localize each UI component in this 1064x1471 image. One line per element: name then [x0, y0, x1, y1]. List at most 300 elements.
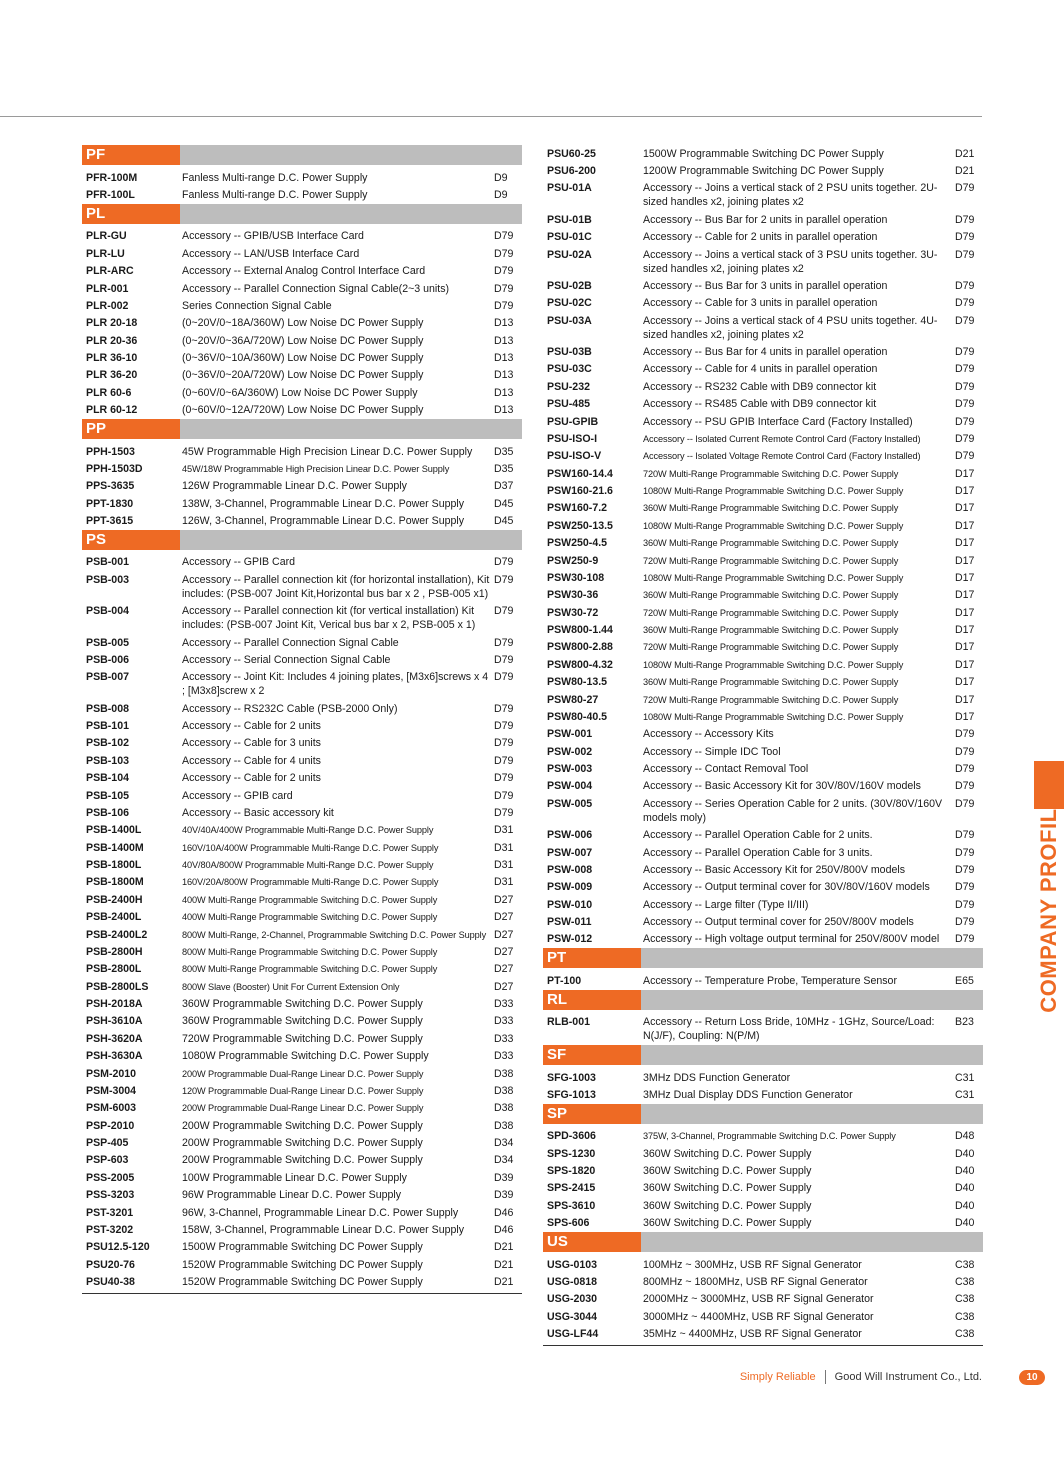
model-number: PSB-2800LS: [86, 980, 149, 993]
model-number: SFG-1003: [547, 1071, 596, 1084]
product-row: [543, 1162, 983, 1179]
page-ref: D40: [955, 1182, 975, 1195]
product-row: [543, 1086, 983, 1103]
page-ref: C31: [955, 1071, 975, 1084]
product-description: Accessory -- Parallel Operation Cable for 2 units.: [643, 829, 873, 842]
product-row: [543, 639, 983, 656]
product-row: [82, 856, 522, 873]
product-row: [82, 280, 522, 297]
product-description: Fanless Multi-range D.C. Power Supply: [182, 171, 368, 184]
product-description: Fanless Multi-range D.C. Power Supply: [182, 189, 368, 202]
product-description: 126W, 3-Channel, Programmable Linear D.C. Power Supply: [182, 515, 465, 528]
model-number: PSB-105: [86, 789, 129, 802]
product-row: [543, 879, 983, 896]
product-row: [82, 367, 522, 384]
page-ref: D39: [494, 1171, 514, 1184]
model-number: PSU6-200: [547, 165, 596, 178]
product-row: [82, 228, 522, 245]
page-ref: D38: [494, 1102, 514, 1115]
page-ref: D35: [494, 445, 514, 458]
section-bar: [641, 1045, 983, 1065]
model-number: PSW250-9: [547, 554, 599, 567]
model-number: PSW250-4.5: [547, 537, 608, 550]
page-ref: D79: [955, 432, 975, 445]
page-ref: D46: [494, 1223, 514, 1236]
model-number: PSU12.5-120: [86, 1241, 150, 1254]
product-description: (0~60V/0~12A/720W) Low Noise DC Power Supply: [182, 404, 424, 417]
page-ref: D13: [494, 334, 514, 347]
page-ref: D34: [494, 1154, 514, 1167]
section-header: [82, 419, 522, 439]
page-ref: D13: [494, 317, 514, 330]
product-description: 360W Switching D.C. Power Supply: [643, 1165, 812, 1178]
product-description: 360W Multi-Range Programmable Switching D.C. Power Supply: [643, 625, 899, 636]
page-ref: D79: [494, 573, 514, 586]
product-row: [82, 1100, 522, 1117]
product-description: 96W Programmable Linear D.C. Power Supply: [182, 1189, 402, 1202]
product-description: 160V/10A/400W Programmable Multi-Range D.C. Power Supply: [182, 842, 439, 853]
product-row: [82, 1048, 522, 1065]
product-description: 160V/20A/800W Programmable Multi-Range D.C. Power Supply: [182, 877, 439, 888]
product-description: 720W Multi-Range Programmable Switching D.C. Power Supply: [643, 607, 899, 618]
page-ref: D13: [494, 369, 514, 382]
section-bar: [641, 990, 983, 1010]
product-row: [543, 500, 983, 517]
product-description: Accessory -- Cable for 3 units: [182, 737, 321, 750]
product-description: 100W Programmable Linear D.C. Power Supply: [182, 1171, 407, 1184]
product-description: Accessory -- Basic accessory kit: [182, 806, 334, 819]
product-row: [543, 1215, 983, 1232]
model-number: PSW-007: [547, 846, 593, 859]
product-description: 3MHz DDS Function Generator: [643, 1071, 791, 1084]
model-number: SPS-1820: [547, 1165, 596, 1178]
product-description: 360W Switching D.C. Power Supply: [643, 1199, 812, 1212]
model-number: PSP-405: [86, 1137, 129, 1150]
model-number: PSP-603: [86, 1154, 129, 1167]
product-row: [543, 827, 983, 844]
product-description: 720W Multi-Range Programmable Switching D.C. Power Supply: [643, 642, 899, 653]
product-row: [82, 891, 522, 908]
model-number: USG-0818: [547, 1275, 598, 1288]
page-ref: D79: [494, 653, 514, 666]
page-ref: D79: [955, 745, 975, 758]
product-row: [82, 1169, 522, 1186]
model-number: PSM-3004: [86, 1084, 137, 1097]
product-description: (0~36V/0~20A/720W) Low Noise DC Power Supply: [182, 369, 424, 382]
product-row: [82, 770, 522, 787]
product-row: [82, 1082, 522, 1099]
model-number: RLB-001: [547, 1016, 590, 1029]
page-ref: D79: [955, 898, 975, 911]
product-description: 126W Programmable Linear D.C. Power Supply: [182, 480, 407, 493]
page-ref: D27: [494, 911, 514, 924]
model-number: PSB-2400L2: [86, 928, 148, 941]
model-number: USG-LF44: [547, 1328, 599, 1341]
model-number: PSW-012: [547, 933, 593, 946]
product-row: [543, 1197, 983, 1214]
product-description: 360W Multi-Range Programmable Switching D.C. Power Supply: [643, 503, 899, 514]
page-ref: C38: [955, 1310, 975, 1323]
page-ref: D17: [955, 606, 975, 619]
model-number: PSU-485: [547, 398, 590, 411]
section-header: [543, 1045, 983, 1065]
page-ref: E65: [955, 974, 974, 987]
product-description: 1500W Programmable Switching DC Power Supply: [643, 147, 884, 160]
product-row: [543, 621, 983, 638]
model-number: PSW30-72: [547, 606, 599, 619]
product-row: [543, 674, 983, 691]
page-ref: D31: [494, 876, 514, 889]
column-end-rule: [543, 1345, 983, 1346]
model-number: PPH-1503D: [86, 462, 143, 475]
product-row: [82, 995, 522, 1012]
product-row: [82, 1187, 522, 1204]
product-row: [82, 752, 522, 769]
product-description: Accessory -- Series Operation Cable for 2 units. (30V/80V/160V models moly): [643, 797, 943, 824]
product-description: 200W Programmable Switching D.C. Power Supply: [182, 1119, 423, 1132]
product-description: Accessory -- Cable for 2 units in parallel operation: [643, 231, 878, 244]
page-ref: D79: [494, 737, 514, 750]
product-row: [543, 569, 983, 586]
product-description: Accessory -- Serial Connection Signal Cable: [182, 653, 391, 666]
product-row: [82, 1239, 522, 1256]
product-row: [82, 169, 522, 186]
model-number: PSW-005: [547, 797, 593, 810]
page-ref: D46: [494, 1206, 514, 1219]
product-description: (0~20V/0~36A/720W) Low Noise DC Power Supply: [182, 334, 424, 347]
product-row: [82, 1256, 522, 1273]
section-bar: [641, 1104, 983, 1124]
top-rule: [0, 116, 982, 117]
section-header: [82, 530, 522, 550]
product-row: [82, 1013, 522, 1030]
page-ref: D79: [494, 720, 514, 733]
product-description: Accessory -- RS232 Cable with DB9 connector kit: [643, 380, 877, 393]
page-ref: D17: [955, 519, 975, 532]
model-number: PLR-LU: [86, 247, 125, 260]
model-number: PSU-01C: [547, 231, 592, 244]
product-description: 1520W Programmable Switching DC Power Supply: [182, 1258, 423, 1271]
model-number: SPS-3610: [547, 1199, 596, 1212]
page-ref: D17: [955, 571, 975, 584]
section-code: PL: [82, 204, 180, 224]
product-description: (0~36V/0~10A/360W) Low Noise DC Power Supply: [182, 352, 424, 365]
product-row: [543, 708, 983, 725]
product-row: [82, 822, 522, 839]
product-row: [543, 1014, 983, 1045]
product-row: [82, 349, 522, 366]
model-number: PLR 36-20: [86, 369, 138, 382]
product-row: [543, 180, 983, 211]
page-ref: D79: [494, 754, 514, 767]
product-description: 360W Multi-Range Programmable Switching D.C. Power Supply: [643, 677, 899, 688]
product-row: [82, 315, 522, 332]
page-ref: D79: [494, 247, 514, 260]
section-code: PP: [82, 419, 180, 439]
page-ref: D79: [955, 380, 975, 393]
model-number: PSW160-14.4: [547, 467, 613, 480]
product-row: [82, 245, 522, 262]
product-description: 800W Multi-Range, 2-Channel, Programmable Switching D.C. Power Supply: [182, 929, 487, 940]
page-ref: D17: [955, 485, 975, 498]
page-ref: D38: [494, 1067, 514, 1080]
page-ref: D79: [955, 248, 975, 261]
product-row: [543, 295, 983, 312]
model-number: PSS-2005: [86, 1171, 135, 1184]
model-number: SPS-1230: [547, 1147, 596, 1160]
product-row: [543, 378, 983, 395]
product-description: Accessory -- Accessory Kits: [643, 728, 774, 741]
product-description: 2000MHz ~ 3000MHz, USB RF Signal Generator: [643, 1293, 874, 1306]
product-description: Accessory -- Basic Accessory Kit for 250V/800V models: [643, 863, 906, 876]
product-description: 100MHz ~ 300MHz, USB RF Signal Generator: [643, 1258, 862, 1271]
page-ref: D17: [955, 676, 975, 689]
page-ref: D21: [955, 147, 975, 160]
page-ref: D79: [955, 829, 975, 842]
product-row: [543, 552, 983, 569]
page-ref: D79: [955, 363, 975, 376]
product-description: Accessory -- External Analog Control Interface Card: [182, 265, 426, 278]
page-ref: D13: [494, 386, 514, 399]
product-description: Accessory -- Parallel connection kit (for vertical installation) Kit includes: (PSB-007 Joint Kit, Verical bus bar x 2, PSB-005 x 1): [182, 605, 476, 632]
model-number: PSW80-27: [547, 693, 599, 706]
model-number: USG-3044: [547, 1310, 598, 1323]
product-description: Series Connection Signal Cable: [182, 299, 332, 312]
model-number: PSW-003: [547, 763, 593, 776]
page-ref: D31: [494, 859, 514, 872]
model-number: PFR-100L: [86, 189, 135, 202]
product-row: [543, 312, 983, 343]
product-row: [543, 1325, 983, 1342]
page-ref: D79: [955, 415, 975, 428]
product-row: [82, 978, 522, 995]
page-ref: D33: [494, 1032, 514, 1045]
product-description: (0~20V/0~18A/360W) Low Noise DC Power Supply: [182, 317, 424, 330]
product-description: 200W Programmable Switching D.C. Power Supply: [182, 1137, 423, 1150]
model-number: PSB-005: [86, 636, 129, 649]
page-ref: D38: [494, 1119, 514, 1132]
product-row: [82, 651, 522, 668]
product-description: 360W Switching D.C. Power Supply: [643, 1217, 812, 1230]
page-ref: D79: [955, 797, 975, 810]
model-number: PLR 20-36: [86, 334, 138, 347]
model-number: PLR 20-18: [86, 317, 138, 330]
product-row: [543, 760, 983, 777]
product-row: [82, 874, 522, 891]
product-row: [82, 669, 522, 700]
footer: [740, 1370, 982, 1384]
page-ref: D79: [955, 398, 975, 411]
section-bar: [180, 530, 522, 550]
product-description: Accessory -- Return Loss Bride, 10MHz - 1GHz, Source/Load: N(J/F), Coupling: N(P/M): [643, 1016, 935, 1043]
product-description: Accessory -- PSU GPIB Interface Card (Factory Installed): [643, 415, 913, 428]
product-row: [82, 735, 522, 752]
model-number: PSB-2400H: [86, 893, 143, 906]
product-description: Accessory -- Output terminal cover for 30V/80V/160V models: [643, 881, 930, 894]
product-description: 1080W Multi-Range Programmable Switching D.C. Power Supply: [643, 659, 904, 670]
model-number: PSU-02A: [547, 248, 592, 261]
product-description: 360W Programmable Switching D.C. Power Supply: [182, 998, 423, 1011]
product-description: 1080W Multi-Range Programmable Switching D.C. Power Supply: [643, 572, 904, 583]
page-ref: C38: [955, 1275, 975, 1288]
model-number: PSB-103: [86, 754, 129, 767]
model-number: PSH-2018A: [86, 998, 143, 1011]
page-ref: D45: [494, 497, 514, 510]
product-description: 200W Programmable Dual-Range Linear D.C. Power Supply: [182, 1103, 424, 1114]
model-number: PFR-100M: [86, 171, 138, 184]
product-row: [543, 343, 983, 360]
product-row: [543, 931, 983, 948]
page-ref: D17: [955, 502, 975, 515]
product-description: 360W Multi-Range Programmable Switching D.C. Power Supply: [643, 538, 899, 549]
section-code: SP: [543, 1104, 641, 1124]
model-number: PSB-007: [86, 671, 129, 684]
product-description: Accessory -- LAN/USB Interface Card: [182, 247, 360, 260]
product-row: [543, 587, 983, 604]
page-ref: D27: [494, 928, 514, 941]
product-row: [543, 162, 983, 179]
page-ref: D79: [494, 556, 514, 569]
product-description: Accessory -- GPIB Card: [182, 556, 296, 569]
model-number: PSM-2010: [86, 1067, 137, 1080]
model-number: PSB-106: [86, 806, 129, 819]
product-row: [543, 691, 983, 708]
product-row: [543, 1308, 983, 1325]
model-number: PSB-004: [86, 605, 129, 618]
model-number: PLR 60-6: [86, 386, 132, 399]
model-number: PSU-03A: [547, 314, 592, 327]
page-ref: D33: [494, 1015, 514, 1028]
product-row: [82, 571, 522, 602]
product-description: 200W Programmable Dual-Range Linear D.C. Power Supply: [182, 1068, 424, 1079]
product-description: Accessory -- Cable for 4 units in parallel operation: [643, 363, 878, 376]
model-number: PSW-009: [547, 881, 593, 894]
model-number: PSU20-76: [86, 1258, 135, 1271]
page-ref: D45: [494, 515, 514, 528]
product-description: 45W Programmable High Precision Linear D.C. Power Supply: [182, 445, 473, 458]
page-ref: D17: [955, 467, 975, 480]
page-ref: D17: [955, 641, 975, 654]
product-description: Accessory -- Cable for 4 units: [182, 754, 321, 767]
model-number: PST-3201: [86, 1206, 134, 1219]
model-number: PSB-001: [86, 556, 129, 569]
model-number: PSW160-7.2: [547, 502, 608, 515]
model-number: PSW-001: [547, 728, 593, 741]
model-number: PSB-003: [86, 573, 129, 586]
page-ref: D31: [494, 824, 514, 837]
product-row: [82, 909, 522, 926]
page-ref: D27: [494, 945, 514, 958]
product-description: 360W Switching D.C. Power Supply: [643, 1182, 812, 1195]
product-row: [543, 430, 983, 447]
page-ref: D79: [494, 806, 514, 819]
section-header: [543, 1232, 983, 1252]
page-ref: D79: [494, 671, 514, 684]
product-description: 720W Multi-Range Programmable Switching D.C. Power Supply: [643, 468, 899, 479]
product-description: Accessory -- RS232C Cable (PSB-2000 Only): [182, 702, 398, 715]
model-number: PSW250-13.5: [547, 519, 613, 532]
product-description: 720W Multi-Range Programmable Switching D.C. Power Supply: [643, 555, 899, 566]
model-number: USG-2030: [547, 1293, 598, 1306]
product-row: [543, 743, 983, 760]
product-row: [543, 861, 983, 878]
model-number: PSU-01B: [547, 213, 592, 226]
page-ref: D79: [955, 213, 975, 226]
model-number: PSB-2400L: [86, 911, 142, 924]
product-description: Accessory -- Joins a vertical stack of 4 PSU units together. 4U-sized handles x2, joining plates x2: [643, 314, 938, 341]
section-code: SF: [543, 1045, 641, 1065]
page-ref: D40: [955, 1217, 975, 1230]
footer-company: Good Will Instrument Co., Ltd.: [834, 1371, 982, 1383]
page-ref: D79: [955, 297, 975, 310]
product-description: (0~60V/0~6A/360W) Low Noise DC Power Supply: [182, 386, 418, 399]
product-row: [543, 656, 983, 673]
page-ref: D79: [955, 450, 975, 463]
model-number: USG-0103: [547, 1258, 598, 1271]
page-ref: D37: [494, 480, 514, 493]
page-ref: D40: [955, 1147, 975, 1160]
product-description: 45W/18W Programmable High Precision Linear D.C. Power Supply: [182, 463, 450, 474]
product-description: Accessory -- Cable for 2 units: [182, 720, 321, 733]
page-ref: D79: [955, 728, 975, 741]
model-number: PSM-6003: [86, 1102, 137, 1115]
product-row: [82, 443, 522, 460]
page-ref: C38: [955, 1258, 975, 1271]
page-ref: D34: [494, 1137, 514, 1150]
product-description: 3000MHz ~ 4400MHz, USB RF Signal Generator: [643, 1310, 874, 1323]
product-row: [82, 1117, 522, 1134]
model-number: PSW-011: [547, 916, 592, 929]
product-description: Accessory -- Bus Bar for 3 units in parallel operation: [643, 279, 888, 292]
model-number: PPS-3635: [86, 480, 135, 493]
product-description: 360W Multi-Range Programmable Switching D.C. Power Supply: [643, 590, 899, 601]
model-number: PSW160-21.6: [547, 485, 613, 498]
product-row: [82, 700, 522, 717]
product-row: [82, 554, 522, 571]
product-description: 35MHz ~ 4400MHz, USB RF Signal Generator: [643, 1328, 862, 1341]
column-end-rule: [82, 1293, 522, 1294]
model-number: PSH-3620A: [86, 1032, 143, 1045]
page-ref: D17: [955, 554, 975, 567]
model-number: PSU-232: [547, 380, 590, 393]
section-code: PT: [543, 948, 641, 968]
model-number: PSU-ISO-I: [547, 432, 598, 445]
model-number: PSB-1800M: [86, 876, 144, 889]
product-description: Accessory -- Isolated Voltage Remote Control Card (Factory Installed): [643, 451, 921, 462]
page-ref: D79: [955, 346, 975, 359]
model-number: PSB-1400M: [86, 841, 144, 854]
product-description: Accessory -- Parallel Connection Signal Cable: [182, 636, 399, 649]
page-ref: D79: [955, 279, 975, 292]
page-ref: D13: [494, 404, 514, 417]
product-row: [82, 332, 522, 349]
product-description: 1520W Programmable Switching DC Power Supply: [182, 1276, 423, 1289]
page-ref: D21: [955, 165, 975, 178]
model-number: PSW-010: [547, 898, 593, 911]
product-row: [543, 246, 983, 277]
page-ref: D9: [494, 189, 508, 202]
section-header: [543, 990, 983, 1010]
page-ref: D27: [494, 980, 514, 993]
product-description: Accessory -- Parallel connection kit (for horizontal installation), Kit includes: (PSB-007 Joint Kit,Horizontal bus bar x 2 , PSB-005 x1): [182, 573, 490, 600]
page-ref: D40: [955, 1165, 975, 1178]
product-row: [543, 145, 983, 162]
page-ref: D40: [955, 1199, 975, 1212]
page-ref: D21: [494, 1241, 514, 1254]
model-number: SFG-1013: [547, 1088, 596, 1101]
model-number: PSW-006: [547, 829, 593, 842]
product-row: [543, 277, 983, 294]
